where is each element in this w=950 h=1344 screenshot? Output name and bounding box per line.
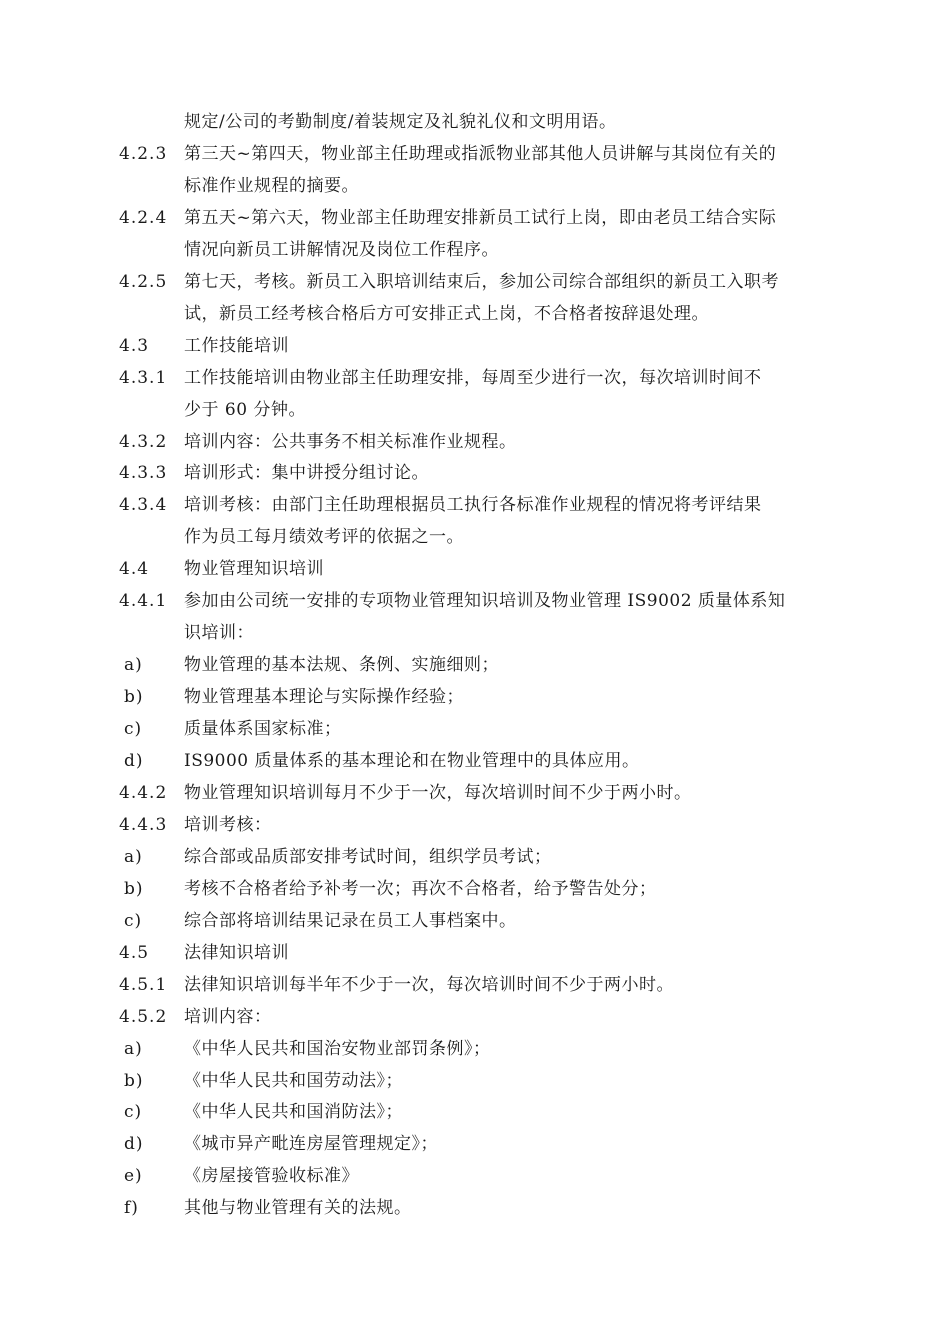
clause-text: 第五天~第六天，物业部主任助理安排新员工试行上岗，即由老员工结合实际 (184, 207, 777, 228)
clause-number: 4.2.5 (119, 271, 168, 292)
clause-text: 物业管理知识培训每月不少于一次，每次培训时间不少于两小时。 (184, 782, 692, 803)
clause-text: 质量体系国家标准； (184, 719, 342, 740)
clause-number: c) (124, 719, 143, 740)
clause-text: 综合部或品质部安排考试时间，组织学员考试； (184, 846, 552, 867)
clause-number: e) (124, 1166, 143, 1187)
clause-text: 综合部将培训结果记录在员工人事档案中。 (184, 910, 517, 931)
clause-text: 培训内容：公共事务不相关标准作业规程。 (184, 431, 517, 452)
clause-text: 培训形式：集中讲授分组讨论。 (184, 463, 429, 484)
clause-number: c) (124, 910, 143, 931)
clause-number: 4.3.1 (119, 367, 168, 388)
clause-number: 4.4.3 (119, 814, 168, 835)
clause-text: 物业管理知识培训 (184, 559, 324, 580)
clause-number: 4.5.1 (119, 974, 168, 995)
clause-text: 作为员工每月绩效考评的依据之一。 (184, 527, 464, 548)
clause-text: 标准作业规程的摘要。 (184, 175, 359, 196)
clause-number: d) (124, 751, 144, 771)
clause-number: 4.5 (119, 942, 150, 963)
clause-number: 4.3.2 (119, 431, 168, 452)
clause-text: 规定/公司的考勤制度/着装规定及礼貌礼仪和文明用语。 (184, 112, 617, 132)
clause-number: 4.4.1 (119, 591, 168, 612)
clause-text: 法律知识培训每半年不少于一次，每次培训时间不少于两小时。 (184, 974, 674, 995)
clause-number: 4.4 (119, 559, 150, 580)
clause-text: 《中华人民共和国治安物业部罚条例》； (184, 1038, 491, 1059)
clause-text: 物业管理基本理论与实际操作经验； (184, 687, 464, 708)
clause-text: 工作技能培训由物业部主任助理安排，每周至少进行一次，每次培训时间不 (184, 367, 762, 388)
clause-text: 其他与物业管理有关的法规。 (184, 1198, 412, 1219)
clause-text: 第三天~第四天，物业部主任助理或指派物业部其他人员讲解与其岗位有关的 (184, 143, 777, 164)
clause-text: 《中华人民共和国消防法》； (184, 1102, 403, 1123)
clause-number: b) (124, 1070, 144, 1091)
clause-text: 《城市异产毗连房屋管理规定》； (184, 1134, 438, 1155)
clause-text: 少于 60 分钟。 (184, 399, 306, 420)
clause-number: 4.3.3 (119, 463, 168, 484)
clause-text: IS9000 质量体系的基本理论和在物业管理中的具体应用。 (184, 751, 640, 771)
clause-text: 情况向新员工讲解情况及岗位工作程序。 (184, 239, 499, 260)
clause-number: 4.2.3 (119, 143, 168, 164)
clause-text: 识培训： (184, 623, 254, 644)
clause-number: b) (124, 687, 144, 708)
clause-text: 《房屋接管验收标准》 (184, 1166, 359, 1187)
clause-text: 法律知识培训 (184, 942, 289, 963)
clause-number: b) (124, 878, 144, 899)
clause-number: a) (124, 655, 143, 676)
clause-text: 试，新员工经考核合格后方可安排正式上岗，不合格者按辞退处理。 (184, 303, 709, 324)
clause-text: 培训内容： (184, 1006, 272, 1027)
clause-number: c) (124, 1102, 143, 1123)
clause-number: 4.3.4 (119, 495, 168, 516)
clause-number: d) (124, 1134, 144, 1155)
clause-number: a) (124, 1038, 143, 1059)
clause-text: 第七天，考核。新员工入职培训结束后，参加公司综合部组织的新员工入职考 (184, 271, 779, 292)
clause-text: 参加由公司统一安排的专项物业管理知识培训及物业管理 IS9002 质量体系知 (184, 591, 786, 612)
clause-text: 培训考核：由部门主任助理根据员工执行各标准作业规程的情况将考评结果 (184, 495, 762, 516)
clause-number: a) (124, 846, 143, 867)
clause-number: 4.5.2 (119, 1006, 168, 1027)
clause-text: 物业管理的基本法规、条例、实施细则； (184, 655, 499, 676)
clause-number: f) (124, 1198, 139, 1219)
clause-number: 4.3 (119, 335, 150, 356)
clause-number: 4.4.2 (119, 782, 168, 803)
clause-text: 考核不合格者给予补考一次；再次不合格者，给予警告处分； (184, 878, 657, 899)
clause-text: 培训考核： (184, 814, 272, 835)
clause-text: 工作技能培训 (184, 335, 289, 356)
clause-text: 《中华人民共和国劳动法》； (184, 1070, 403, 1091)
clause-number: 4.2.4 (119, 207, 168, 228)
